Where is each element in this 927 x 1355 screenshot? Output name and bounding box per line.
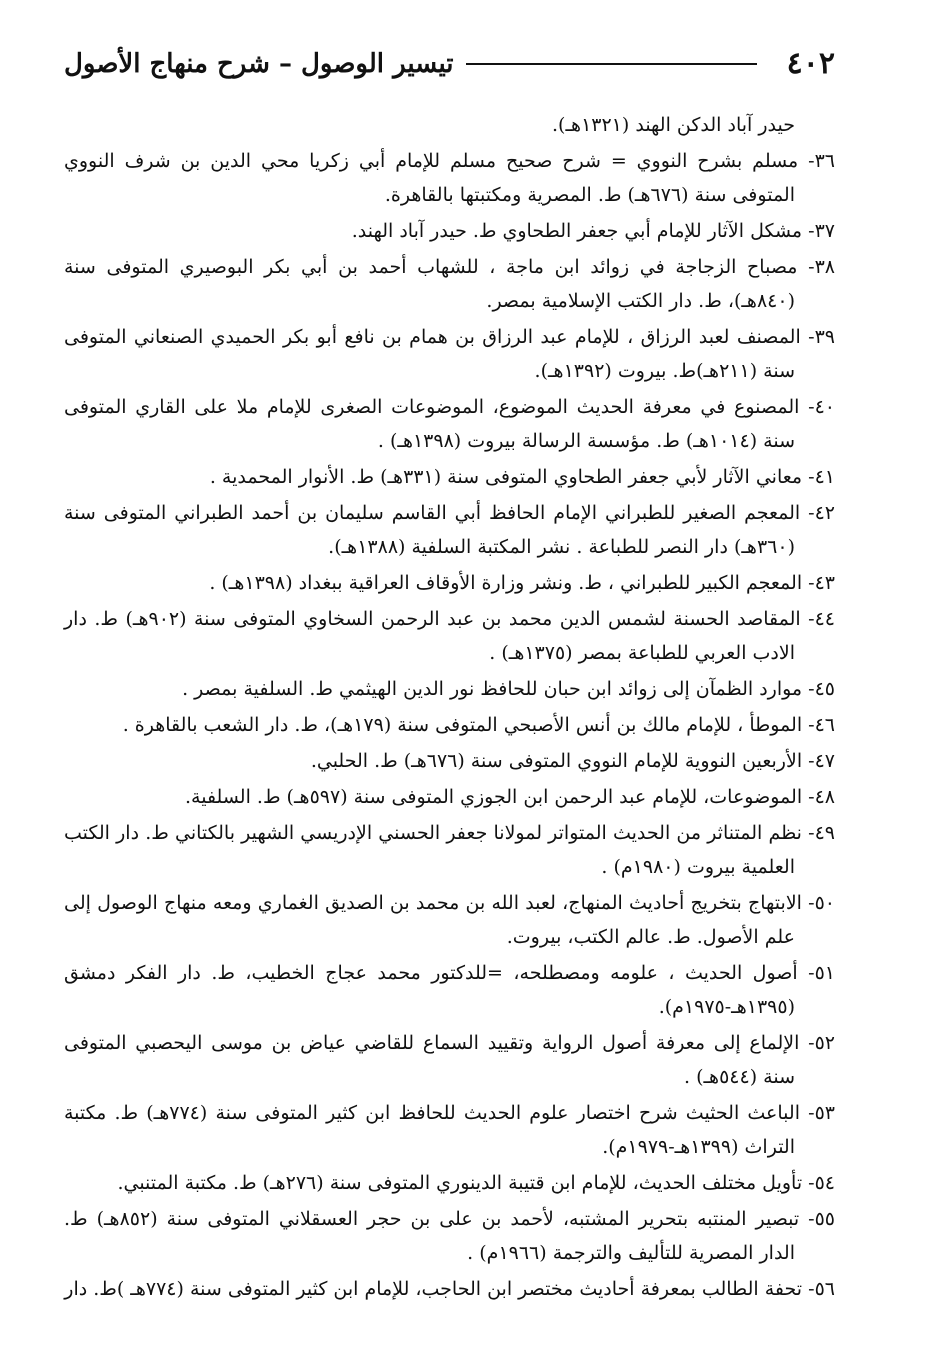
entry-text: تحفة الطالب بمعرفة أحاديث مختصر ابن الحاجب، للإمام ابن كثير المتوفى سنة (٧٧٤هـ )ط. دار xyxy=(64,1278,803,1300)
bibliography-entry xyxy=(64,250,835,318)
entry-text: أصول الحديث ، علومه ومصطلحه، =للدكتور محمد عجاج الخطيب، ط. دار الفكر دمشق (١٣٩٥هـ-١٩٧٥م). xyxy=(64,962,798,1018)
entry-text: المعجم الصغير للطبراني الإمام الحافظ أبي القاسم سليمان بن أحمد الطبراني المتوفى سنة (٣٦٠هـ) دار النصر للطباعة . نشر المكتبة السلفية (١٣٨٨هـ). xyxy=(64,502,801,558)
bibliography-entry xyxy=(64,1166,835,1200)
entry-number: ٤٧- xyxy=(808,750,835,772)
entry-number: ٥٠- xyxy=(808,892,835,914)
entry-number: ٤٦- xyxy=(808,714,835,736)
continued-entry-text: حيدر آباد الدكن الهند (١٣٢١هـ). xyxy=(552,114,795,136)
entry-text: الباعث الحثيث شرح اختصار علوم الحديث للحافظ ابن كثير المتوفى سنة (٧٧٤هـ) ط. مكتبة التراث (١٣٩٩هـ-١٩٧٩م). xyxy=(64,1102,800,1158)
bibliography-entry xyxy=(64,1026,835,1094)
bibliography-entry xyxy=(64,780,835,814)
entry-text: المصنوع في معرفة الحديث الموضوع، الموضوعات الصغرى للإمام ملا على القاري المتوفى سنة (١٠١٤هـ) ط. مؤسسة الرسالة بيروت (١٣٩٨هـ) . xyxy=(64,396,800,452)
page-header xyxy=(64,40,835,88)
bibliography-entry xyxy=(64,886,835,954)
bibliography-entry xyxy=(64,566,835,600)
bibliography-entry xyxy=(64,1272,835,1306)
entry-text: تبصير المنتبه بتحرير المشتبه، لأحمد بن على بن حجر العسقلاني المتوفى سنة (٨٥٢هـ) ط. الدار المصرية للتأليف والترجمة (١٩٦٦م) . xyxy=(64,1208,800,1264)
entry-text: الموطأ ، للإمام مالك بن أنس الأصبحي المتوفى سنة (١٧٩هـ)، ط. دار الشعب بالقاهرة . xyxy=(122,714,803,736)
entry-text: الإلماع إلى معرفة أصول الرواية وتقييد السماع للقاضي عياض بن موسى اليحصبي المتوفى سنة (٥٤٤هـ) . xyxy=(64,1032,800,1088)
entry-number: ٤٩- xyxy=(808,822,835,844)
entry-number: ٥٥- xyxy=(808,1208,836,1230)
entry-number: ٤٤- xyxy=(808,608,836,630)
bibliography-entry xyxy=(64,390,835,458)
entry-text: مصباح الزجاجة في زوائد ابن ماجة ، للشهاب أحمد بن أبي بكر البوصيري المتوفى سنة (٨٤٠هـ)، ط. دار الكتب الإسلامية بمصر. xyxy=(64,256,798,312)
bibliography-entry xyxy=(64,956,835,1024)
header-rule xyxy=(466,63,757,65)
entry-number: ٤٣- xyxy=(808,572,835,594)
bibliography-entry xyxy=(64,1202,835,1270)
entry-number: ٥٤- xyxy=(808,1172,835,1194)
page-number: ٤٠٢ xyxy=(786,46,835,81)
bibliography-entry xyxy=(64,144,835,212)
bibliography-list xyxy=(64,108,835,1308)
entry-number: ٤٢- xyxy=(808,502,836,524)
entry-text: المصنف لعبد الرزاق ، للإمام عبد الرزاق بن همام بن نافع أبو بكر الحميدي الصنعاني المتوفى سنة (٢١١هـ)ط. بيروت (١٣٩٢هـ). xyxy=(64,326,801,382)
entry-number: ٥١- xyxy=(808,962,835,984)
bibliography-entry xyxy=(64,708,835,742)
entry-text: المقاصد الحسنة لشمس الدين محمد بن عبد الرحمن السخاوي المتوفى سنة (٩٠٢هـ) ط. دار الادب العربي للطباعة بمصر (١٣٧٥هـ) . xyxy=(64,608,801,664)
entry-text: مسلم بشرح النووي = شرح صحيح مسلم للإمام أبي زكريا محي الدين بن شرف النووي المتوفى سنة (٦٧٦هـ) ط. المصرية ومكتبتها بالقاهرة. xyxy=(64,150,799,206)
entry-number: ٥٣- xyxy=(808,1102,835,1124)
entry-text: الابتهاج بتخريج أحاديث المنهاج، لعبد الله بن محمد بن الصديق الغماري ومعه منهاج الوصول إلى علم الأصول. ط. عالم الكتب، بيروت. xyxy=(64,892,802,948)
entry-number: ٣٧- xyxy=(808,220,835,242)
entry-text: مشكل الآثار للإمام أبي جعفر الطحاوي ط. حيدر آباد الهند. xyxy=(351,220,803,242)
entry-text: معاني الآثار لأبي جعفر الطحاوي المتوفى سنة (٣٣١هـ) ط. الأنوار المحمدية . xyxy=(209,466,803,488)
entry-text: موارد الظمآن إلى زوائد ابن حبان للحافظ نور الدين الهيثمي ط. السلفية بمصر . xyxy=(182,678,803,700)
entry-text: نظم المتناثر من الحديث المتواتر لمولانا جعفر الحسني الإدريسي الشهير بالكتاني ط. دار الكتب العلمية بيروت (١٩٨٠م) . xyxy=(64,822,802,878)
bibliography-entry xyxy=(64,744,835,778)
entry-number: ٥٦- xyxy=(808,1278,835,1300)
entry-number: ٣٩- xyxy=(808,326,835,348)
entry-number: ٥٢- xyxy=(808,1032,836,1054)
entry-number: ٣٨- xyxy=(808,256,835,278)
bibliography-entry xyxy=(64,460,835,494)
entry-number: ٤٥- xyxy=(808,678,835,700)
entry-number: ٣٦- xyxy=(808,150,835,172)
bibliography-entry xyxy=(64,320,835,388)
entry-text: تأويل مختلف الحديث، للإمام ابن قتيبة الدينوري المتوفى سنة (٢٧٦هـ) ط. مكتبة المتنبي. xyxy=(117,1172,803,1194)
running-title: تيسير الوصول – شرح منهاج الأصول xyxy=(64,49,454,79)
entry-number: ٤١- xyxy=(808,466,835,488)
entry-text: المعجم الكبير للطبراني ، ط. ونشر وزارة الأوقاف العراقية ببغداد (١٣٩٨هـ) . xyxy=(209,572,803,594)
bibliography-entry xyxy=(64,1096,835,1164)
entry-number: ٤٨- xyxy=(808,786,835,808)
bibliography-entry xyxy=(64,602,835,670)
entry-list xyxy=(64,144,835,1306)
bibliography-entry xyxy=(64,672,835,706)
entry-text: الأربعين النووية للإمام النووي المتوفى سنة (٦٧٦هـ) ط. الحلبي. xyxy=(310,750,803,772)
bibliography-entry xyxy=(64,816,835,884)
bibliography-entry xyxy=(64,496,835,564)
entry-text: الموضوعات، للإمام عبد الرحمن ابن الجوزي المتوفى سنة (٥٩٧هـ) ط. السلفية. xyxy=(184,786,803,808)
entry-number: ٤٠- xyxy=(808,396,835,418)
bibliography-entry xyxy=(64,214,835,248)
